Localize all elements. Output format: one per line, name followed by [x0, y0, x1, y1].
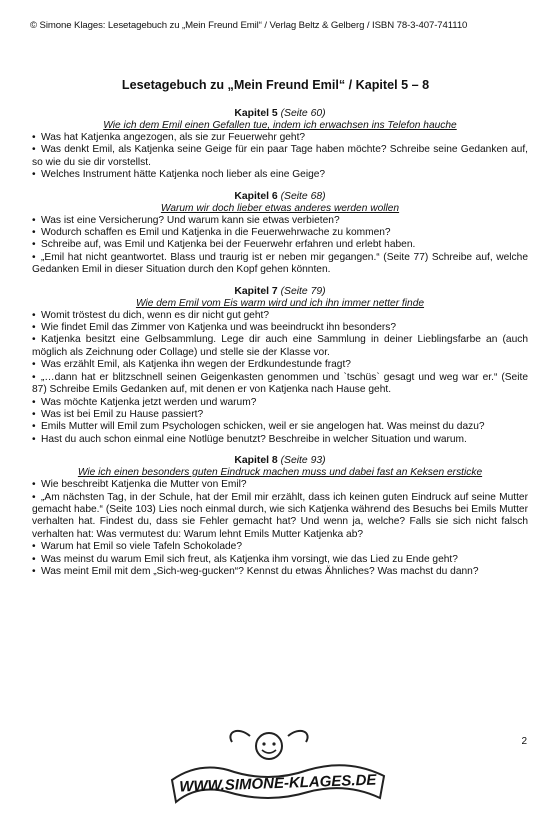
bullet-icon: •: [32, 214, 36, 226]
chapter-pages: (Seite 79): [280, 285, 326, 297]
bullet-icon: •: [32, 565, 36, 577]
question-text: „…dann hat er blitzschnell seinen Geigenkasten genommen und `tschüs` gesagt und weg war er.“ (Seite 87) Schreibe Emils Gedanken auf, mit denen er von Katjenka nach Hause geht.: [32, 371, 528, 396]
chapter-section: [32, 108, 528, 182]
question-text: Emils Mutter will Emil zum Psychologen schicken, weil er sie angelogen hat. Was meinst du dazu?: [41, 421, 485, 433]
question-item: [32, 239, 528, 251]
bullet-icon: •: [32, 322, 36, 334]
bullet-icon: •: [32, 371, 36, 383]
question-item: [32, 169, 528, 181]
question-text: Was erzählt Emil, als Katjenka ihn wegen der Erdkundestunde fragt?: [41, 359, 351, 371]
chapter-heading: [32, 455, 528, 467]
question-text: Wodurch schaffen es Emil und Katjenka in die Feuerwehrwache zu kommen?: [41, 227, 391, 239]
bullet-icon: •: [32, 359, 36, 371]
bullet-icon: •: [32, 132, 36, 143]
question-text: Katjenka besitzt eine Gelbsammlung. Lege dir auch eine Sammlung in deiner Lieblingsfarbe an (auch möglich als Zeichnung oder Collage) und stelle sie der Klasse vor.: [32, 334, 528, 358]
chapter-subtitle: Wie ich dem Emil einen Gefallen tue, indem ich erwachsen ins Telefon hauche: [103, 120, 457, 131]
chapter-section: [32, 191, 528, 277]
chapter-pages: (Seite 93): [280, 455, 326, 467]
question-item: [32, 310, 528, 322]
chapter-list: [32, 108, 528, 587]
bullet-icon: •: [32, 169, 36, 181]
chapter-subtitle: Wie dem Emil vom Eis warm wird und ich ihn immer netter finde: [135, 297, 425, 309]
question-text: Was meint Emil mit dem „Sich-weg-gucken“? Kennst du etwas Ähnliches? Was machst du dann?: [41, 565, 479, 577]
question-text: Wie findet Emil das Zimmer von Katjenka und was beeindruckt ihn besonders?: [41, 322, 397, 334]
question-text: „Emil hat nicht geantwortet. Blass und traurig ist er neben mir gegangen.“ (Seite 77) Schreibe auf, welche Gedanken Emil in dieser Situation durch den Kopf gehen könnten.: [32, 251, 528, 276]
chapter-title: Kapitel 5: [234, 108, 278, 119]
chapter-title: Kapitel 8: [234, 455, 278, 467]
bullet-icon: •: [32, 408, 36, 420]
question-item: [32, 397, 528, 409]
page-title: Lesetagebuch zu „Mein Freund Emil“ / Kapitel 5 – 8: [121, 78, 430, 92]
question-item: [32, 215, 528, 227]
website-logo: [158, 722, 398, 812]
chapter-subtitle: Wie ich einen besonders guten Eindruck machen muss und dabei fast an Keksen ersticke: [77, 467, 483, 479]
bullet-icon: •: [32, 144, 36, 156]
question-text: Schreibe auf, was Emil und Katjenka bei der Feuerwehr erfahren und erlebt haben.: [41, 239, 416, 251]
question-item: [32, 479, 528, 491]
question-item: [32, 252, 528, 277]
question-item: [32, 421, 528, 433]
question-text: Warum hat Emil so viele Tafeln Schokolade?: [41, 541, 243, 553]
question-item: [32, 359, 528, 371]
question-item: [32, 541, 528, 553]
question-text: Was hat Katjenka angezogen, als sie zur Feuerwehr geht?: [41, 132, 306, 143]
question-text: Womit tröstest du dich, wenn es dir nicht gut geht?: [41, 309, 270, 321]
bullet-icon: •: [32, 541, 36, 553]
question-text: Wie beschreibt Katjenka die Mutter von Emil?: [41, 479, 247, 491]
bullet-icon: •: [32, 553, 36, 565]
question-item: [32, 492, 528, 542]
chapter-heading: [32, 286, 528, 298]
question-text: Was ist bei Emil zu Hause passiert?: [41, 408, 204, 420]
question-item: [32, 227, 528, 239]
question-item: [32, 566, 528, 578]
question-item: [32, 322, 528, 334]
bullet-icon: •: [32, 421, 36, 433]
chapter-pages: (Seite 68): [280, 190, 326, 202]
bullet-icon: •: [32, 479, 36, 491]
question-text: Was ist eine Versicherung? Und warum kann sie etwas verbieten?: [41, 214, 340, 226]
question-item: [32, 554, 528, 566]
logo-text: WWW.SIMONE-KLAGES.DE: [178, 771, 377, 796]
chapter-title: Kapitel 7: [234, 285, 278, 297]
question-text: Was denkt Emil, als Katjenka seine Geige für ein paar Tage haben möchte? Schreibe seine Gedanken auf, so wie du sie dir vorstellst.: [32, 144, 528, 168]
question-item: [32, 434, 528, 446]
chapter-title: Kapitel 6: [234, 190, 278, 202]
bullet-icon: •: [32, 433, 36, 445]
page-number: 2: [521, 736, 527, 747]
question-item: [32, 372, 528, 397]
chapter-section: [32, 455, 528, 578]
question-text: Was meinst du warum Emil sich freut, als Katjenka ihm vorsingt, wie das Lied zu Ende geht?: [41, 553, 458, 565]
question-item: [32, 132, 528, 144]
question-item: [32, 334, 528, 359]
question-text: Welches Instrument hätte Katjenka noch lieber als eine Geige?: [41, 169, 326, 181]
chapter-pages: (Seite 60): [280, 108, 326, 119]
chapter-section: [32, 286, 528, 446]
smiley-face-icon: [230, 731, 307, 759]
chapter-heading: [32, 108, 528, 120]
bullet-icon: •: [32, 251, 36, 263]
chapter-subtitle: Warum wir doch lieber etwas anderes werden wollen: [160, 202, 400, 214]
question-text: Was möchte Katjenka jetzt werden und warum?: [41, 396, 257, 408]
copyright-line: © Simone Klages: Lesetagebuch zu „Mein Freund Emil“ / Verlag Beltz & Gelberg / ISBN 78-3-407-741110: [30, 20, 468, 31]
bullet-icon: •: [32, 309, 36, 321]
chapter-heading: [32, 191, 528, 203]
bullet-icon: •: [32, 239, 36, 251]
question-text: Hast du auch schon einmal eine Notlüge benutzt? Beschreibe in welcher Situation und warum.: [41, 433, 467, 445]
question-item: [32, 144, 528, 169]
bullet-icon: •: [32, 227, 36, 239]
bullet-icon: •: [32, 491, 36, 503]
question-item: [32, 409, 528, 421]
question-text: „Am nächsten Tag, in der Schule, hat der Emil mir erzählt, dass ich keinen guten Eindruck auf seine Mutter gemacht habe.“ (Seite 103) Lies noch einmal durch, wie sich Katjenka während des Besuchs bei Emils Mutter verhalten hat. Findest du, dass sie Fehler gemacht hat? Und wenn ja, welche? Falls sie sich nicht falsch verhalten hat: Was vermutest du: Warum lehnt Emils Mutter Katjenka ab?: [32, 491, 528, 540]
bullet-icon: •: [32, 396, 36, 408]
bullet-icon: •: [32, 334, 36, 346]
